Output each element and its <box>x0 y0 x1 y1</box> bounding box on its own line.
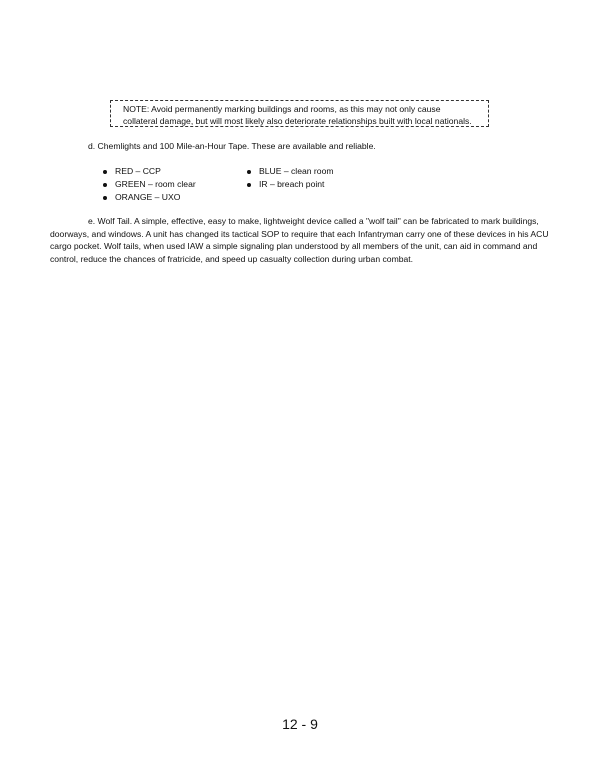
list-item-label: BLUE – clean room <box>259 166 334 176</box>
list-item <box>247 165 334 178</box>
list-item-label: ORANGE – UXO <box>115 191 181 202</box>
list-item-label: RED – CCP <box>115 166 161 176</box>
bullet-list-left <box>103 165 196 203</box>
bullet-icon <box>247 183 251 187</box>
list-item <box>103 178 196 191</box>
paragraph-e-line-4: control, reduce the chances of fratricide, and speed up casualty collection during urban combat. <box>50 253 414 264</box>
paragraph-e-line-3: cargo pocket. Wolf tails, when used IAW a simple signaling plan understood by all members of the unit, can aid in command and <box>50 241 538 252</box>
note-line-1: NOTE: Avoid permanently marking buildings and rooms, as this may not only cause <box>123 104 441 114</box>
bullet-icon <box>247 170 251 174</box>
page-number: 12 - 9 <box>282 716 318 732</box>
list-item-label: IR – breach point <box>259 178 325 189</box>
paragraph-e-line-1: e. Wolf Tail. A simple, effective, easy to make, lightweight device called a "wolf tail" can be fabricated to mark buildings, <box>88 216 539 226</box>
list-item-label: GREEN – room clear <box>115 178 196 189</box>
list-item <box>247 178 334 191</box>
bullet-icon <box>103 170 107 174</box>
paragraph-d: d. Chemlights and 100 Mile-an-Hour Tape. These are available and reliable. <box>88 141 376 151</box>
list-item <box>103 191 196 204</box>
paragraph-e-line-2: doorways, and windows. A unit has changed its tactical SOP to require that each Infantryman carry one of these devices in his ACU <box>50 228 549 239</box>
bullet-list-right <box>247 165 334 191</box>
note-box <box>110 100 489 127</box>
bullet-icon <box>103 196 107 200</box>
bullet-icon <box>103 183 107 187</box>
note-line-2: collateral damage, but will most likely also deteriorate relationships built with local nationals. <box>123 116 472 126</box>
paragraph-e <box>50 215 562 265</box>
list-item <box>103 165 196 178</box>
